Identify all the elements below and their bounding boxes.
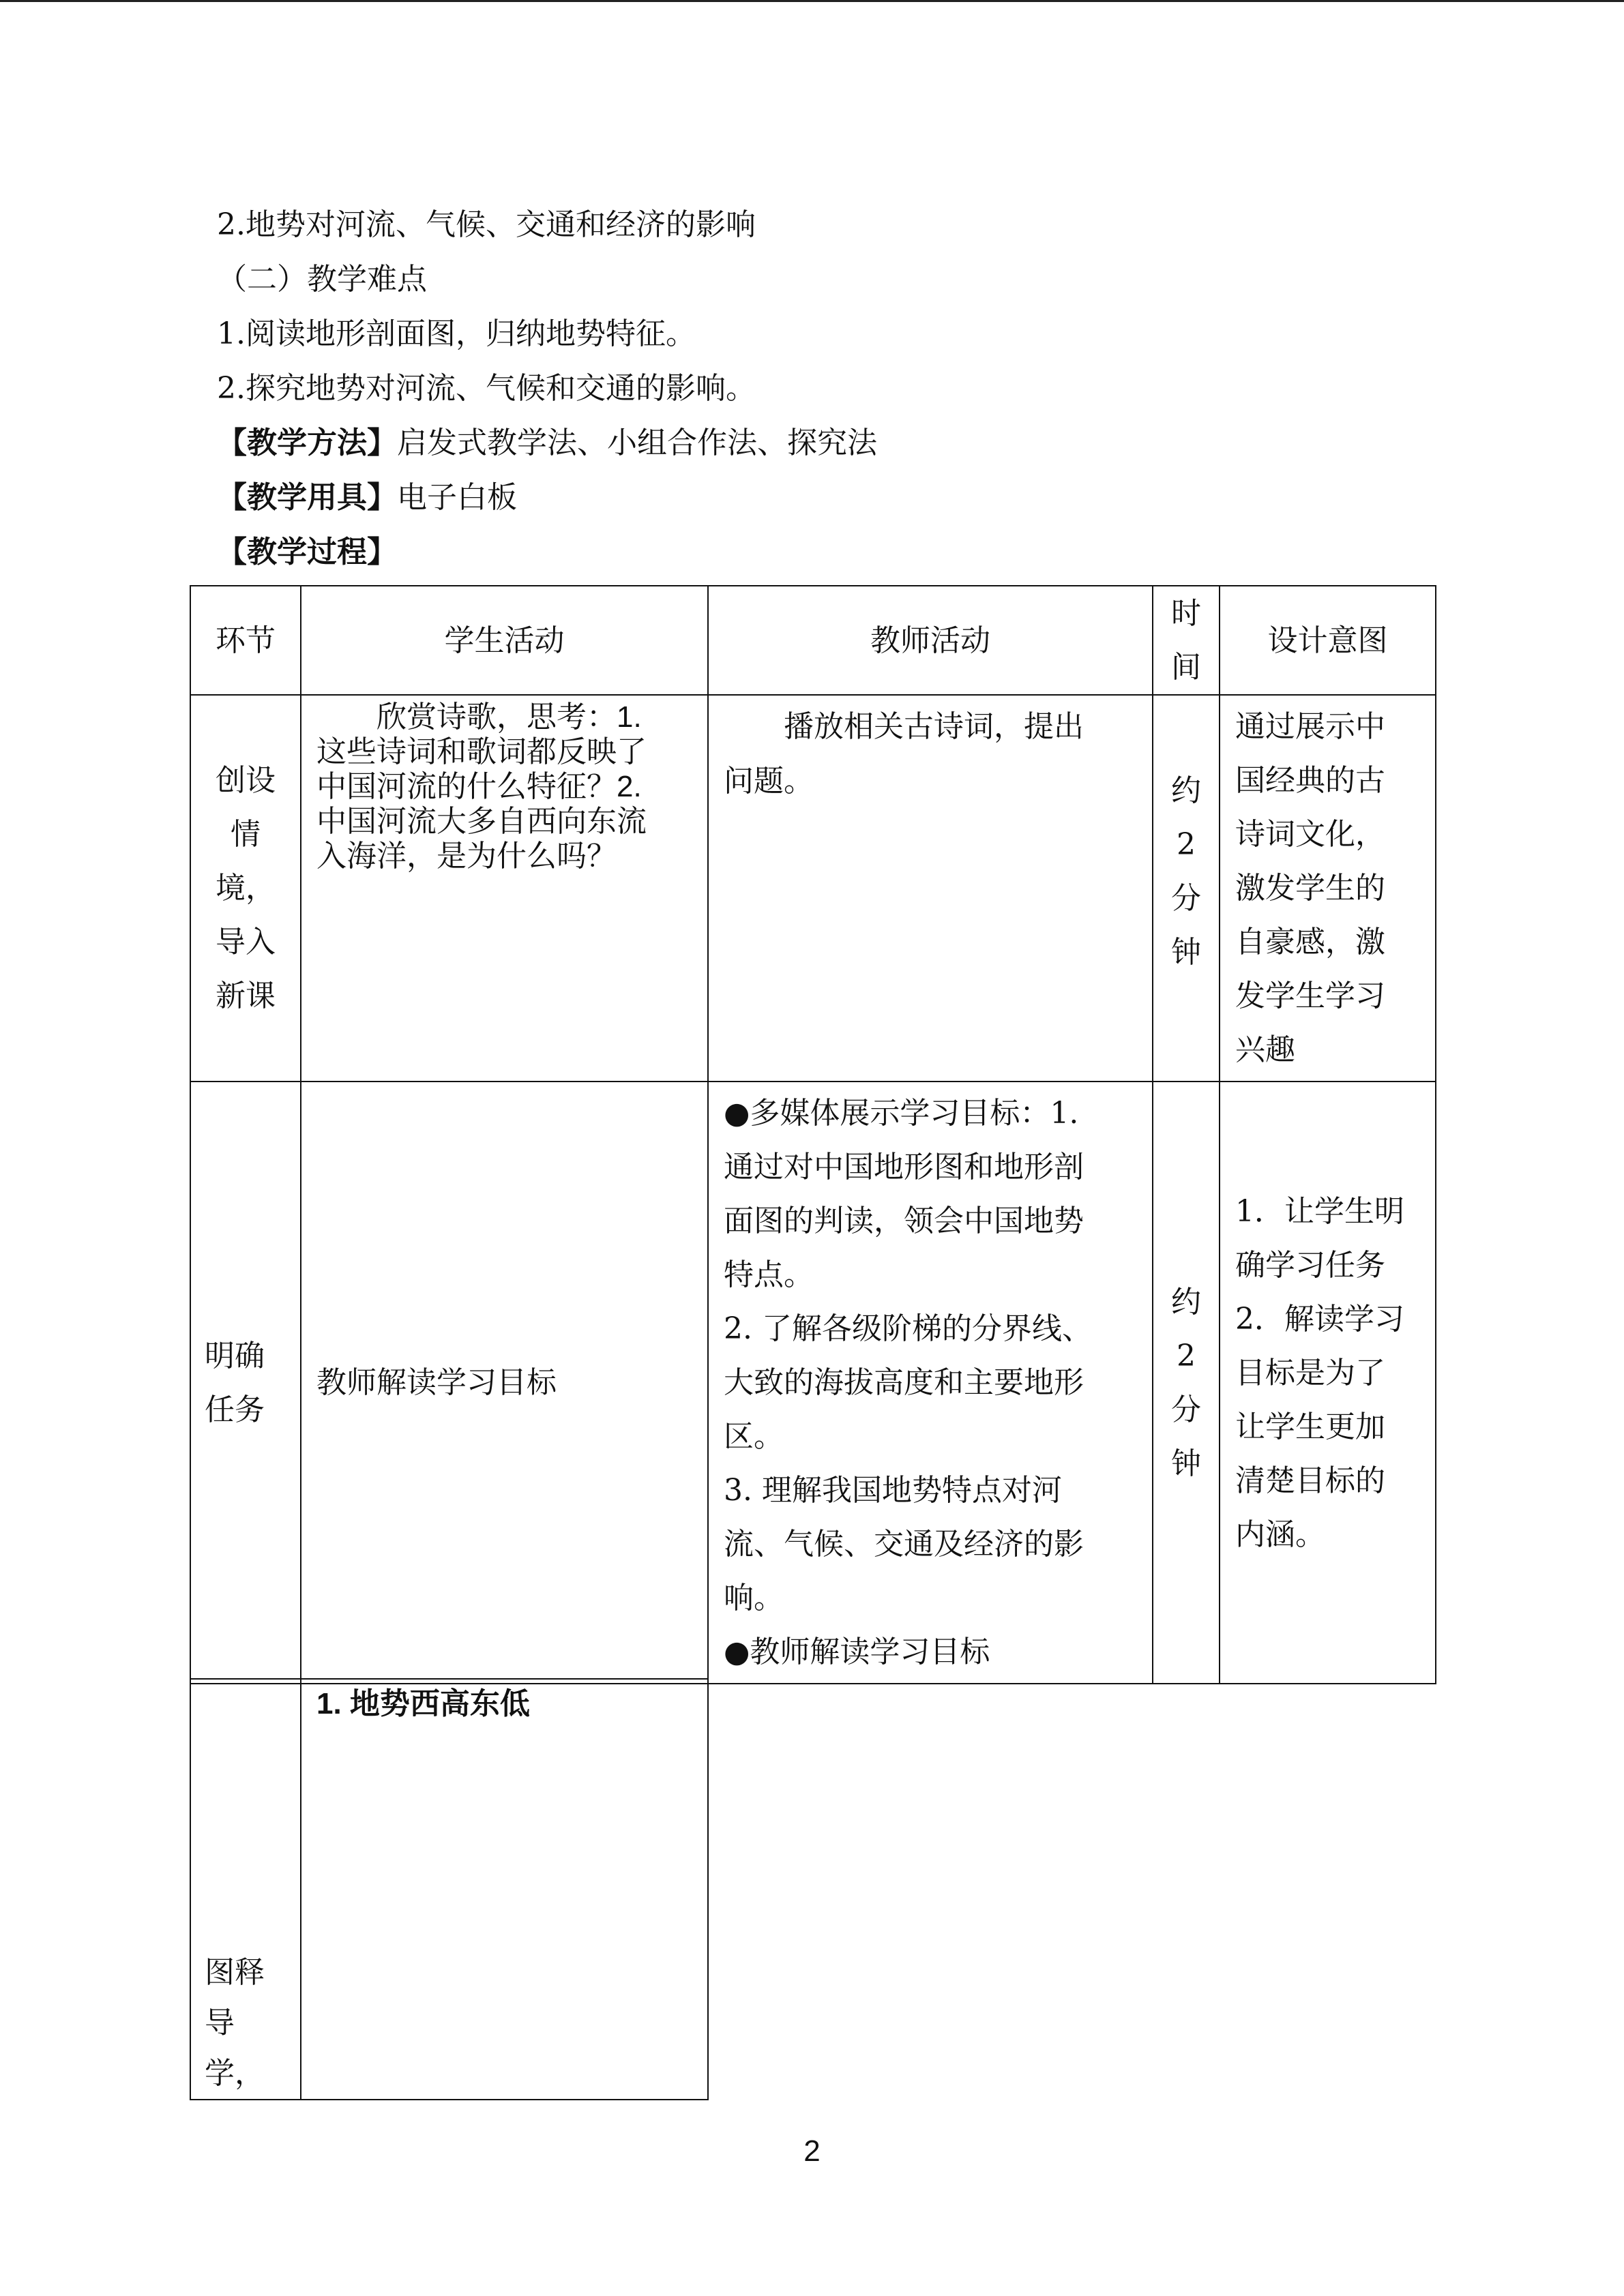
lesson-process-table-continued xyxy=(190,1678,709,2100)
teaching-method-text: 启发式教学法、小组合作法、探究法 xyxy=(397,426,877,460)
row1-student-line: 中国河流的什么特征？2. xyxy=(316,770,642,803)
row2-teacher-line: 区。 xyxy=(724,1419,784,1454)
row1-student-activity xyxy=(301,695,708,1082)
row1-section xyxy=(190,695,301,1082)
row2-teacher-line: 3. 理解我国地势特点对河 xyxy=(724,1473,1062,1508)
row2-teacher-line: 特点。 xyxy=(724,1257,814,1292)
row2-teacher-line: 大致的海拔高度和主要地形 xyxy=(724,1365,1084,1400)
row2-section xyxy=(190,1082,301,1684)
intro-line-3: 1.阅读地形剖面图，归纳地势特征。 xyxy=(217,316,696,351)
page-top-border xyxy=(0,0,1624,2)
row2-teacher-line: ●教师解读学习目标 xyxy=(724,1635,990,1669)
row2-student-text: 教师解读学习目标 xyxy=(316,1365,557,1400)
row2-design-line: 让学生更加 xyxy=(1235,1410,1385,1444)
teaching-process xyxy=(217,533,397,571)
row1-teacher-activity xyxy=(708,695,1153,1082)
row1-section-line: 情 xyxy=(231,817,261,852)
row3-section-line: 图释 xyxy=(205,1955,265,1990)
row3-student-heading: 1. 地势西高东低 xyxy=(316,1687,530,1720)
row2-teacher-line: 通过对中国地形图和地形剖 xyxy=(724,1150,1084,1184)
teaching-method xyxy=(217,424,877,462)
row2-section-line: 明确 xyxy=(205,1338,265,1373)
row1-design-line: 兴趣 xyxy=(1235,1032,1295,1067)
row1-section-line: 创设 xyxy=(216,763,276,798)
lesson-process-table xyxy=(190,585,1436,1684)
table-row xyxy=(190,1679,708,2100)
row2-teacher-line: 2. 了解各级阶梯的分界线、 xyxy=(724,1311,1092,1346)
header-section: 环节 xyxy=(190,586,301,695)
row1-design-line: 激发学生的 xyxy=(1235,871,1385,906)
intro-line-1: 2.地势对河流、气候、交通和经济的影响 xyxy=(217,207,756,242)
row1-time-line: 2 xyxy=(1177,827,1196,862)
row1-teacher-line: 播放相关古诗词，提出 xyxy=(724,709,1084,744)
row3-section-line: 学， xyxy=(205,2056,265,2091)
header-time-1: 时 xyxy=(1171,596,1201,631)
table-row xyxy=(190,1082,1436,1684)
intro-line-4: 2.探究地势对河流、气候和交通的影响。 xyxy=(217,371,756,406)
row1-student-line: 中国河流大多自西向东流 xyxy=(316,805,647,838)
row1-time-line: 钟 xyxy=(1171,935,1201,970)
row2-design-line: 内涵。 xyxy=(1235,1517,1325,1552)
row2-design-line: 1．让学生明 xyxy=(1235,1194,1404,1229)
row2-design-intent xyxy=(1220,1082,1436,1684)
row1-student-line: 这些诗词和歌词都反映了 xyxy=(316,735,647,769)
row2-student-activity xyxy=(301,1082,708,1684)
row1-student-line: 欣赏诗歌，思考：1. xyxy=(316,700,642,734)
page-number: 2 xyxy=(803,2134,821,2168)
row1-time-line: 约 xyxy=(1171,773,1201,808)
row1-design-line: 诗词文化， xyxy=(1235,817,1385,852)
teaching-tools-text: 电子白板 xyxy=(397,480,517,515)
row1-time xyxy=(1153,695,1220,1082)
row2-design-line: 目标是为了 xyxy=(1235,1356,1385,1390)
header-time-2: 间 xyxy=(1171,650,1201,685)
row1-student-line: 入海洋，是为什么吗？ xyxy=(316,839,617,873)
row1-section-line: 境， xyxy=(216,871,276,906)
teaching-tools xyxy=(217,479,517,517)
header-teacher-activity: 教师活动 xyxy=(708,586,1153,695)
row2-design-line: 确学习任务 xyxy=(1235,1248,1385,1283)
teaching-method-label: 【教学方法】 xyxy=(217,426,397,460)
row2-teacher-line: 面图的判读，领会中国地势 xyxy=(724,1204,1084,1238)
teaching-process-label: 【教学过程】 xyxy=(217,535,397,569)
row1-design-line: 发学生学习 xyxy=(1235,979,1385,1013)
row1-time-line: 分 xyxy=(1171,881,1201,916)
row2-section-line: 任务 xyxy=(205,1392,265,1427)
row3-section xyxy=(190,1679,301,2100)
header-design-intent: 设计意图 xyxy=(1220,586,1436,695)
row3-student-activity xyxy=(301,1679,708,2100)
row2-time xyxy=(1153,1082,1220,1684)
teaching-tools-label: 【教学用具】 xyxy=(217,480,397,515)
row2-time-line: 分 xyxy=(1171,1392,1201,1427)
row1-design-intent xyxy=(1220,695,1436,1082)
row1-section-line: 导入 xyxy=(216,925,276,959)
table-header-row xyxy=(190,586,1436,695)
header-time xyxy=(1153,586,1220,695)
row1-design-line: 自豪感，激 xyxy=(1235,925,1385,959)
row2-teacher-line: 流、气候、交通及经济的影 xyxy=(724,1527,1084,1562)
row2-design-line: 2．解读学习 xyxy=(1235,1302,1404,1337)
row1-design-line: 国经典的古 xyxy=(1235,763,1385,798)
row2-teacher-line: ●多媒体展示学习目标：1. xyxy=(724,1096,1079,1131)
row2-teacher-line: 响。 xyxy=(724,1581,784,1615)
row2-design-line: 清楚目标的 xyxy=(1235,1463,1385,1498)
row1-teacher-line: 问题。 xyxy=(724,764,814,799)
row2-time-line: 约 xyxy=(1171,1284,1201,1320)
table-row xyxy=(190,695,1436,1082)
row2-teacher-activity xyxy=(708,1082,1153,1684)
row1-design-line: 通过展示中 xyxy=(1235,709,1385,744)
row3-section-line: 导 xyxy=(205,2006,235,2040)
intro-line-2: （二）教学难点 xyxy=(217,262,427,297)
row2-time-line: 钟 xyxy=(1171,1446,1201,1481)
header-student-activity: 学生活动 xyxy=(301,586,708,695)
row2-time-line: 2 xyxy=(1177,1338,1196,1373)
row1-section-line: 新课 xyxy=(216,979,276,1013)
